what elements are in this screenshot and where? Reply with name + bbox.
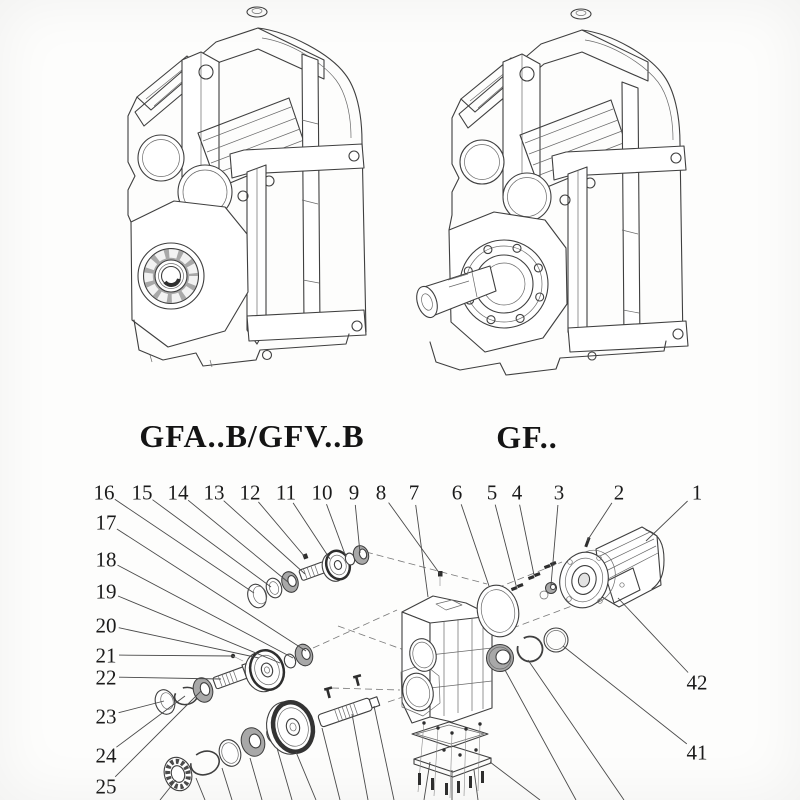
part-number-1: 1 (691, 480, 703, 505)
flange-and-rings (473, 581, 568, 671)
cutoff-leader-line (277, 748, 292, 800)
cutoff-leader-line (505, 670, 576, 800)
part-number-42: 42 (686, 670, 708, 695)
part-number-24: 24 (95, 743, 117, 768)
part-number-18: 18 (95, 547, 117, 572)
part-number-8: 8 (375, 480, 387, 505)
part-number-4: 4 (511, 480, 523, 505)
part-callout-14 (168, 480, 289, 582)
cutoff-leader-line (374, 706, 394, 800)
figure-label-gf: GF.. (496, 419, 558, 455)
output-shaft-assembly (160, 674, 380, 794)
input-shaft-assembly (245, 544, 371, 611)
part-callout-1 (646, 480, 702, 541)
housing (399, 571, 492, 723)
cutoff-leader-line (474, 770, 478, 800)
part-number-14: 14 (167, 480, 189, 505)
part-number-25: 25 (95, 774, 117, 799)
part-number-3: 3 (553, 480, 565, 505)
part-callout-2 (587, 480, 624, 541)
cutoff-leader-line (528, 660, 624, 800)
part-number-6: 6 (451, 480, 463, 505)
part-callout-10 (312, 480, 347, 557)
shaft-bolts (324, 674, 361, 698)
part-number-21: 21 (95, 643, 117, 668)
part-number-2: 2 (613, 480, 625, 505)
part-number-9: 9 (348, 480, 360, 505)
part-callout-7 (409, 480, 428, 597)
part-number-17: 17 (95, 510, 117, 535)
part-number-20: 20 (95, 613, 117, 638)
part-callout-6 (452, 480, 489, 586)
part-number-41: 41 (686, 740, 708, 765)
part-number-16: 16 (93, 480, 115, 505)
part-number-19: 19 (95, 579, 117, 604)
part-number-13: 13 (203, 480, 225, 505)
part-number-7: 7 (408, 480, 420, 505)
part-callout-9 (349, 480, 360, 553)
gearbox-drawing-gf (413, 9, 688, 375)
part-callouts (94, 480, 708, 800)
part-callout-23 (96, 701, 165, 728)
part-number-10: 10 (311, 480, 333, 505)
part-callout-42 (618, 598, 708, 694)
cutoff-leader-line (322, 728, 340, 800)
part-number-5: 5 (486, 480, 498, 505)
exploded-view (94, 480, 708, 800)
cover-plates (412, 721, 491, 798)
cutoff-leader-line (196, 778, 205, 800)
part-callout-21 (96, 643, 234, 667)
figure-label-gfa: GFA..B/GFV..B (139, 418, 365, 454)
part-callout-4 (512, 480, 534, 575)
cutoff-leader-line (296, 752, 316, 800)
part-number-23: 23 (95, 704, 117, 729)
cutoff-leader-line (222, 768, 232, 800)
part-number-12: 12 (239, 480, 261, 505)
gearbox-drawing-gfa (128, 7, 366, 367)
part-number-15: 15 (131, 480, 153, 505)
part-number-22: 22 (95, 665, 117, 690)
part-callout-41 (563, 646, 708, 764)
cutoff-leader-line (250, 758, 262, 800)
cutoff-leader-line (352, 714, 368, 800)
part-number-11: 11 (275, 480, 297, 505)
cutoff-leader-line (490, 762, 540, 800)
